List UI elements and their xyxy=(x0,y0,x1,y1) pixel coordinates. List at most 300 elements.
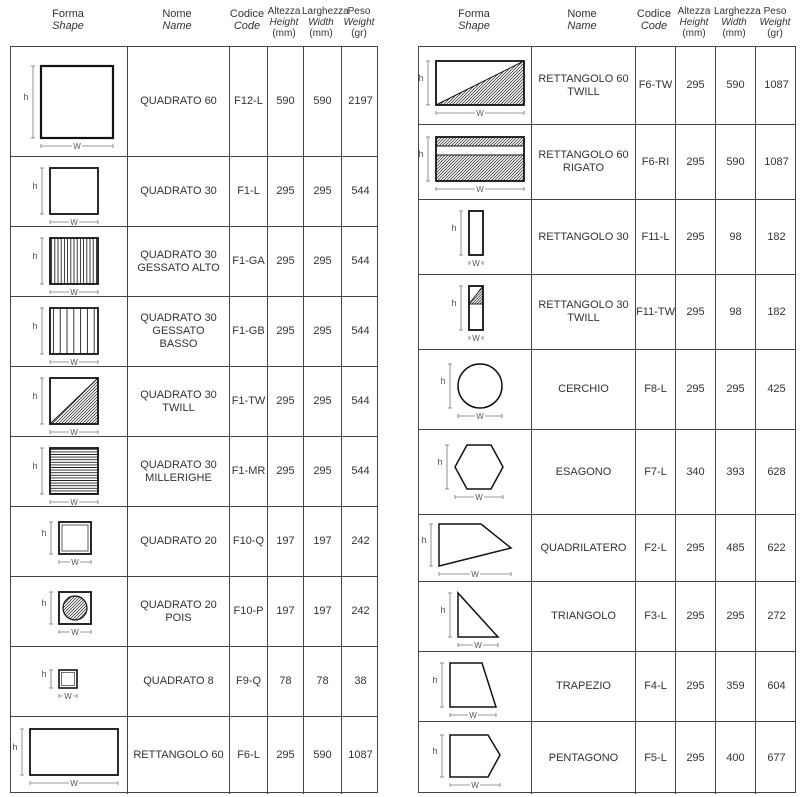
rectangle-60-shape-icon xyxy=(14,721,124,791)
header-width-it: Larghezza xyxy=(714,6,761,17)
header-weight-unit: (gr) xyxy=(767,28,783,39)
shape-cell xyxy=(419,275,531,349)
code-value: F1-GB xyxy=(232,325,265,337)
square-large-shape-icon xyxy=(19,54,119,149)
width-cell xyxy=(303,157,341,226)
height-cell xyxy=(267,717,303,794)
circle-shape-icon xyxy=(430,357,520,423)
header-weight xyxy=(340,6,378,39)
width-cell xyxy=(715,582,755,651)
height-value: 295 xyxy=(276,255,295,267)
header-code xyxy=(634,8,674,32)
rectangle-30-twill-shape-icon xyxy=(445,280,505,344)
header-weight xyxy=(754,6,796,39)
header-code-it: Codice xyxy=(229,8,265,20)
height-value: 295 xyxy=(686,610,705,622)
table-row xyxy=(11,366,377,436)
name-value: QUADRATO 20 POIS xyxy=(140,598,217,624)
height-value: 295 xyxy=(276,185,295,197)
weight-value: 182 xyxy=(767,305,786,318)
height-cell xyxy=(267,47,303,156)
code-cell xyxy=(229,47,267,156)
header-width-en: Width xyxy=(721,17,747,28)
code-value: F5-L xyxy=(644,751,667,764)
code-cell xyxy=(635,350,675,429)
header-name-en: Name xyxy=(162,20,192,32)
height-cell xyxy=(675,652,715,721)
height-value: 295 xyxy=(686,155,705,168)
shape-cell xyxy=(419,652,531,721)
name-value: PENTAGONO xyxy=(548,751,619,764)
code-value: F2-L xyxy=(644,541,667,554)
shape-cell xyxy=(11,507,127,576)
table-row xyxy=(419,199,795,274)
weight-value: 544 xyxy=(351,325,370,337)
weight-value: 544 xyxy=(351,185,370,197)
weight-value: 544 xyxy=(351,255,370,267)
header-shape-en: Shape xyxy=(52,20,84,32)
table-row xyxy=(419,349,795,429)
name-value: RETTANGOLO 60 xyxy=(133,749,224,761)
name-cell xyxy=(531,652,635,721)
table-row xyxy=(419,47,795,124)
rectangle-30-shape-icon xyxy=(445,205,505,269)
code-value: F10-P xyxy=(233,605,264,617)
width-value: 590 xyxy=(726,79,745,91)
weight-value: 272 xyxy=(767,610,786,622)
width-value: 295 xyxy=(726,383,745,395)
shape-cell xyxy=(11,577,127,646)
weight-cell xyxy=(755,200,797,274)
height-dimension-label: h xyxy=(32,180,38,191)
width-value: 295 xyxy=(313,395,332,407)
name-value: QUADRATO 20 xyxy=(140,535,217,547)
table-row xyxy=(11,716,377,794)
width-cell xyxy=(303,367,341,436)
width-value: 197 xyxy=(313,605,332,617)
code-cell xyxy=(635,275,675,349)
height-dimension-label: h xyxy=(23,92,29,102)
right-table-body xyxy=(418,46,796,793)
height-dimension-label: h xyxy=(437,457,443,467)
width-value: 295 xyxy=(313,185,332,197)
header-shape xyxy=(418,8,530,32)
width-cell xyxy=(715,125,755,199)
weight-cell xyxy=(341,157,379,226)
code-cell xyxy=(635,652,675,721)
height-dimension-label: h xyxy=(32,390,38,401)
table-row xyxy=(419,514,795,581)
name-cell xyxy=(531,47,635,124)
shape-cell xyxy=(11,367,127,436)
name-cell xyxy=(127,577,229,646)
shape-cell xyxy=(419,125,531,199)
name-cell xyxy=(127,157,229,226)
header-shape-it: Forma xyxy=(458,8,490,20)
rectangle-rigato-shape-icon xyxy=(420,129,530,195)
height-value: 197 xyxy=(276,535,295,547)
width-cell xyxy=(303,47,341,156)
weight-cell xyxy=(755,350,797,429)
width-dimension-label: W xyxy=(471,781,479,790)
code-value: F3-L xyxy=(644,610,667,622)
height-cell xyxy=(267,227,303,296)
header-width xyxy=(302,6,349,39)
code-cell xyxy=(635,515,675,581)
table-row xyxy=(11,296,377,366)
height-cell xyxy=(675,515,715,581)
weight-cell xyxy=(341,47,379,156)
square-twill-shape-icon xyxy=(24,370,114,437)
weight-cell xyxy=(341,297,379,366)
width-value: 295 xyxy=(313,325,332,337)
weight-value: 1087 xyxy=(348,749,373,761)
width-cell xyxy=(715,200,755,274)
header-height-en: Height xyxy=(269,17,299,28)
height-value: 295 xyxy=(276,325,295,337)
height-dimension-label: h xyxy=(41,527,47,538)
name-cell xyxy=(531,515,635,581)
table-row xyxy=(11,156,377,226)
weight-cell xyxy=(341,647,379,716)
name-value: QUADRATO 8 xyxy=(143,675,214,687)
table-row xyxy=(419,274,795,349)
width-dimension-label: W xyxy=(70,287,78,297)
header-code xyxy=(228,8,266,32)
height-value: 295 xyxy=(686,230,705,243)
header-height-en: Height xyxy=(679,17,709,28)
header-name-it: Nome xyxy=(567,8,597,20)
header-width-unit: (mm) xyxy=(722,28,746,39)
height-value: 340 xyxy=(686,465,705,478)
name-value: QUADRATO 30 MILLERIGHE xyxy=(140,458,217,484)
hatch-pattern xyxy=(53,308,94,354)
width-value: 78 xyxy=(316,675,329,687)
shape-cell xyxy=(11,647,127,716)
width-value: 393 xyxy=(726,465,745,478)
shape-cell xyxy=(11,227,127,296)
code-value: F11-TW xyxy=(636,305,675,318)
width-value: 295 xyxy=(313,465,332,477)
name-value: TRAPEZIO xyxy=(555,680,611,692)
height-cell xyxy=(267,437,303,506)
header-height xyxy=(674,6,714,39)
height-dimension-label: h xyxy=(451,298,457,308)
width-cell xyxy=(303,507,341,576)
width-value: 98 xyxy=(729,230,742,243)
weight-cell xyxy=(755,47,797,124)
height-dimension-label: h xyxy=(418,72,424,83)
code-value: F7-L xyxy=(644,465,667,478)
weight-value: 677 xyxy=(767,751,786,764)
table-row xyxy=(11,226,377,296)
name-cell xyxy=(127,437,229,506)
height-value: 295 xyxy=(276,749,295,761)
width-dimension-label: W xyxy=(70,497,78,507)
name-value: QUADRATO 30 xyxy=(140,185,217,197)
weight-value: 622 xyxy=(767,541,786,554)
weight-cell xyxy=(755,430,797,514)
height-cell xyxy=(675,200,715,274)
height-dimension-label: h xyxy=(32,250,38,261)
height-cell xyxy=(675,275,715,349)
weight-value: 425 xyxy=(767,383,786,395)
weight-value: 242 xyxy=(351,605,370,617)
weight-value: 544 xyxy=(351,395,370,407)
weight-cell xyxy=(341,577,379,646)
hatch-pattern xyxy=(52,238,97,284)
hexagon-shape-icon xyxy=(425,435,525,509)
height-dimension-label: h xyxy=(12,741,18,752)
height-cell xyxy=(675,350,715,429)
code-value: F1-GA xyxy=(232,255,265,267)
name-cell xyxy=(531,125,635,199)
square-shape-icon xyxy=(24,160,114,227)
height-cell xyxy=(675,430,715,514)
left-tile-table xyxy=(10,0,378,788)
weight-value: 182 xyxy=(767,230,786,243)
weight-cell xyxy=(341,227,379,296)
width-dimension-label: W xyxy=(476,185,484,194)
width-dimension-label: W xyxy=(471,570,479,579)
code-cell xyxy=(229,157,267,226)
code-value: F8-L xyxy=(644,383,667,395)
table-row xyxy=(11,506,377,576)
width-value: 485 xyxy=(726,541,745,554)
weight-value: 604 xyxy=(767,680,786,692)
name-value: QUADRATO 30 TWILL xyxy=(140,388,217,414)
table-row xyxy=(419,124,795,199)
code-value: F9-Q xyxy=(235,675,262,687)
weight-value: 544 xyxy=(351,465,370,477)
width-dimension-label: W xyxy=(476,108,484,118)
width-cell xyxy=(715,515,755,581)
width-cell xyxy=(715,350,755,429)
height-dimension-label: h xyxy=(32,320,38,331)
header-width xyxy=(714,6,761,39)
right-table-header xyxy=(418,0,796,46)
square-8-shape-icon xyxy=(39,662,99,702)
width-value: 197 xyxy=(313,535,332,547)
weight-value: 38 xyxy=(354,675,367,687)
code-value: F10-Q xyxy=(232,535,265,547)
height-cell xyxy=(675,722,715,794)
name-cell xyxy=(531,350,635,429)
width-value: 295 xyxy=(726,610,745,622)
name-value: RETTANGOLO 30 xyxy=(538,230,629,243)
width-cell xyxy=(303,647,341,716)
weight-cell xyxy=(341,437,379,506)
height-dimension-label: h xyxy=(440,375,446,386)
square-20-pois-shape-icon xyxy=(29,582,109,642)
code-value: F1-MR xyxy=(231,465,266,477)
name-cell xyxy=(531,722,635,794)
height-cell xyxy=(267,297,303,366)
left-table-body xyxy=(10,46,378,793)
header-height-it: Altezza xyxy=(677,6,711,17)
name-cell xyxy=(127,47,229,156)
header-code-en: Code xyxy=(640,20,668,32)
quadrilateral-shape-icon xyxy=(421,518,525,579)
width-dimension-label: W xyxy=(73,142,81,151)
name-value: QUADRATO 60 xyxy=(140,95,217,107)
code-cell xyxy=(229,297,267,366)
table-row xyxy=(11,646,377,716)
width-value: 98 xyxy=(729,305,742,318)
table-row xyxy=(419,651,795,721)
shape-cell xyxy=(419,515,531,581)
name-value: RETTANGOLO 60 RIGATO xyxy=(538,149,629,174)
name-cell xyxy=(127,227,229,296)
width-dimension-label: W xyxy=(71,557,79,567)
width-cell xyxy=(303,227,341,296)
header-weight-en: Weight xyxy=(759,17,791,28)
height-value: 295 xyxy=(686,305,705,318)
header-height-it: Altezza xyxy=(267,6,301,17)
code-cell xyxy=(635,582,675,651)
height-cell xyxy=(675,47,715,124)
shape-cell xyxy=(11,297,127,366)
height-value: 295 xyxy=(276,395,295,407)
code-cell xyxy=(229,227,267,296)
height-dimension-label: h xyxy=(32,460,38,471)
name-value: RETTANGOLO 60 TWILL xyxy=(538,72,629,98)
width-cell xyxy=(303,297,341,366)
width-cell xyxy=(303,577,341,646)
table-row xyxy=(419,429,795,514)
header-code-en: Code xyxy=(233,20,261,32)
table-row xyxy=(419,581,795,651)
shape-cell xyxy=(11,437,127,506)
weight-cell xyxy=(755,275,797,349)
weight-cell xyxy=(755,722,797,794)
height-dimension-label: h xyxy=(440,604,446,615)
height-value: 197 xyxy=(276,605,295,617)
shape-cell xyxy=(419,722,531,794)
name-value: ESAGONO xyxy=(555,465,612,478)
height-dimension-label: h xyxy=(432,674,438,685)
code-value: F6-TW xyxy=(638,79,673,91)
height-dimension-label: h xyxy=(41,668,47,679)
shape-cell xyxy=(419,582,531,651)
header-height-unit: (mm) xyxy=(682,28,706,39)
code-cell xyxy=(635,125,675,199)
height-value: 295 xyxy=(686,383,705,395)
weight-cell xyxy=(341,717,379,794)
shape-cell xyxy=(11,157,127,226)
weight-value: 242 xyxy=(351,535,370,547)
name-cell xyxy=(127,297,229,366)
shape-cell xyxy=(11,717,127,794)
header-name xyxy=(530,8,634,32)
height-value: 295 xyxy=(686,680,705,692)
name-value: RETTANGOLO 30 TWILL xyxy=(538,299,629,324)
pentagon-shape-icon xyxy=(430,727,520,789)
header-name xyxy=(126,8,228,32)
triangle-shape-icon xyxy=(430,587,520,650)
height-cell xyxy=(267,157,303,226)
code-value: F4-L xyxy=(644,680,667,692)
weight-value: 1087 xyxy=(764,155,789,168)
height-dimension-label: h xyxy=(41,597,47,608)
name-value: QUADRATO 30 GESSATO ALTO xyxy=(137,248,220,274)
width-dimension-label: W xyxy=(475,493,483,502)
width-dimension-label: W xyxy=(469,710,477,720)
weight-cell xyxy=(755,125,797,199)
code-value: F11-L xyxy=(641,230,670,243)
header-name-en: Name xyxy=(567,20,597,32)
name-cell xyxy=(531,430,635,514)
width-cell xyxy=(303,437,341,506)
code-cell xyxy=(229,577,267,646)
height-cell xyxy=(267,507,303,576)
shape-cell xyxy=(11,47,127,156)
width-cell xyxy=(715,652,755,721)
width-value: 359 xyxy=(726,680,745,692)
table-row xyxy=(419,721,795,794)
shape-cell xyxy=(419,350,531,429)
width-value: 295 xyxy=(313,255,332,267)
width-dimension-label: W xyxy=(70,357,78,367)
width-value: 400 xyxy=(726,751,745,764)
trapezoid-shape-icon xyxy=(430,657,520,720)
name-cell xyxy=(531,582,635,651)
width-dimension-label: W xyxy=(64,691,72,701)
table-row xyxy=(11,47,377,156)
code-cell xyxy=(229,437,267,506)
weight-cell xyxy=(755,582,797,651)
code-cell xyxy=(229,647,267,716)
code-cell xyxy=(635,200,675,274)
code-value: F1-L xyxy=(237,185,260,197)
header-code-it: Codice xyxy=(636,8,672,20)
weight-value: 1087 xyxy=(764,79,789,91)
square-pinstripe-narrow-shape-icon xyxy=(24,230,114,297)
width-dimension-label: W xyxy=(472,334,480,343)
square-millerighe-shape-icon xyxy=(24,440,114,507)
name-cell xyxy=(127,647,229,716)
width-cell xyxy=(715,47,755,124)
rectangle-twill-shape-icon xyxy=(420,53,530,119)
height-dimension-label: h xyxy=(421,535,427,545)
width-value: 590 xyxy=(313,95,332,107)
width-dimension-label: W xyxy=(70,217,78,227)
header-width-it: Larghezza xyxy=(302,6,349,17)
name-cell xyxy=(531,200,635,274)
height-value: 78 xyxy=(279,675,292,687)
width-dimension-label: W xyxy=(472,259,480,268)
name-cell xyxy=(127,717,229,794)
header-width-en: Width xyxy=(308,17,334,28)
header-height-unit: (mm) xyxy=(272,28,296,39)
weight-value: 2197 xyxy=(348,95,373,107)
square-20-shape-icon xyxy=(29,512,109,572)
height-cell xyxy=(267,577,303,646)
height-value: 590 xyxy=(276,95,295,107)
shape-cell xyxy=(419,430,531,514)
code-value: F12-L xyxy=(234,95,263,107)
width-dimension-label: W xyxy=(70,427,78,437)
code-cell xyxy=(635,47,675,124)
height-cell xyxy=(675,125,715,199)
header-width-unit: (mm) xyxy=(309,28,333,39)
height-cell xyxy=(675,582,715,651)
header-name-it: Nome xyxy=(162,8,192,20)
shape-cell xyxy=(419,47,531,124)
name-value: CERCHIO xyxy=(558,383,609,395)
weight-cell xyxy=(341,367,379,436)
height-dimension-label: h xyxy=(432,746,438,756)
